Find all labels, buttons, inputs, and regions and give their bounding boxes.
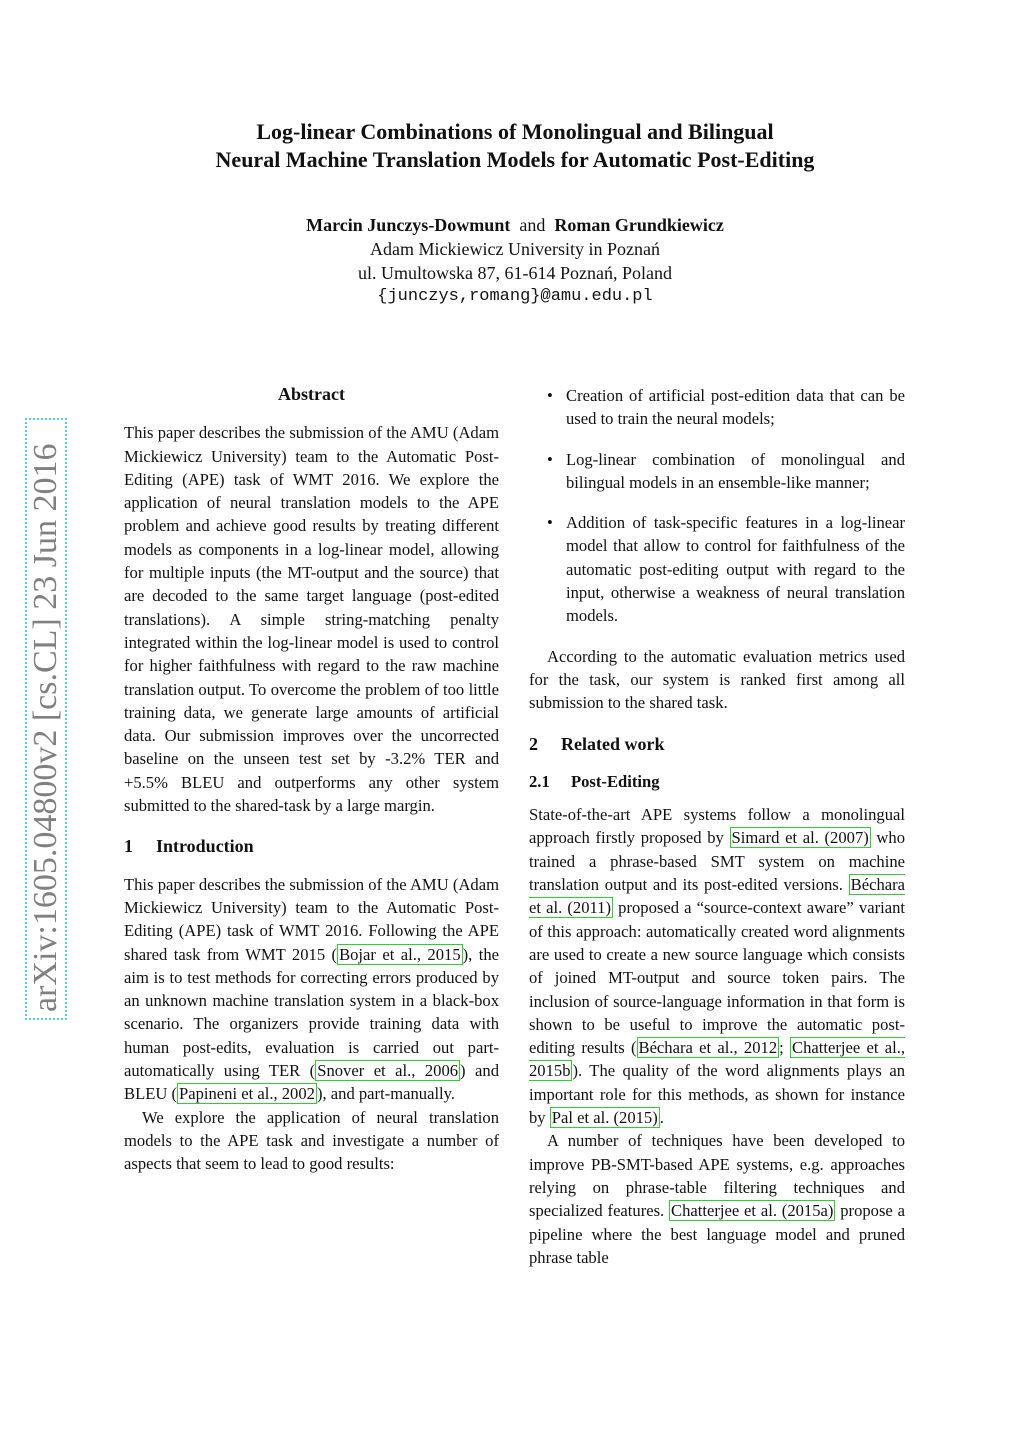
abstract-text: This paper describes the submission of the AMU (Adam Mickiewicz University) team to the Automatic Post-Editing (APE) task of WMT 2016. We explore the application of neural translation models to the APE problem and achieve good results by treating different models as components in a log-linear model, allowing for multiple inputs (the MT-output and the source) that are decoded to the same target language (post-edited translations). A simple string-matching penalty integrated within the log-linear model is used to control for higher faithfulness with regard to the raw machine translation output. To overcome the problem of too little training data, we generate large amounts of artificial data. Our submission improves over the uncorrected baseline on the unseen test set by -3.2% TER and +5.5% BLEU and outperforms any other system submitted to the shared-task by a large margin. xyxy=(124,423,499,816)
list-item-text: Log-linear combination of monolingual and bilingual models in an ensemble-like manner; xyxy=(566,449,905,492)
text-span: propose a pipeline where the best language model and pruned phrase table xyxy=(529,1201,905,1267)
text-span: proposed a “source-context aware” variant of this approach: automatically created word alignments are used to create a new source language which consists of joined MT-output and source token pairs. The inclusion of source-language information in that form is shown to be useful to improve the automatic post-editing results ( xyxy=(529,898,905,1058)
related-paragraph-2 xyxy=(529,1129,905,1269)
title-line-2: Neural Machine Translation Models for Automatic Post-Editing xyxy=(215,147,815,172)
bullet-icon: • xyxy=(547,449,553,469)
citation-link[interactable]: Pal et al. (2015) xyxy=(551,1108,658,1128)
text-span: State-of-the-art APE systems follow a monolingual approach firstly proposed by xyxy=(529,805,905,848)
text-span: who trained a phrase-based SMT system on machine translation output and its post-edited versions. xyxy=(529,828,906,895)
abstract-heading: Abstract xyxy=(278,384,345,404)
text-span: . xyxy=(659,1108,664,1128)
paper-title xyxy=(120,118,910,174)
text-span: ), the aim is to test methods for correcting errors produced by an unknown machine translation system in a black-box scenario. The organizers provide training data with human post-edits, evaluation is carried out part-automatically using TER ( xyxy=(124,944,499,1081)
author-2: Roman Grundkiewicz xyxy=(554,215,724,235)
text-span: ), and part-manually. xyxy=(316,1084,456,1104)
citation-link[interactable]: Chatterjee et al., 2015b xyxy=(529,1038,905,1081)
title-line-1: Log-linear Combinations of Monolingual and Bilingual xyxy=(256,119,774,144)
left-column xyxy=(124,383,499,1176)
subsection-title: Post-Editing xyxy=(571,771,660,791)
related-paragraph-1 xyxy=(529,803,905,1129)
section-title: Related work xyxy=(561,733,665,754)
list-item xyxy=(529,511,905,627)
right-column xyxy=(529,384,905,1269)
subsection-heading-post-editing xyxy=(529,770,905,793)
citation-link[interactable]: Papineni et al., 2002 xyxy=(179,1084,315,1104)
intro-closing-paragraph: According to the automatic evaluation metrics used for the task, our system is ranked first among all submission to the shared task. xyxy=(529,646,905,713)
citation-link[interactable]: Chatterjee et al. (2015a) xyxy=(671,1201,834,1221)
list-item xyxy=(529,448,905,495)
citation-link[interactable]: Bojar et al., 2015 xyxy=(339,944,461,964)
author-names xyxy=(120,213,910,237)
author-block xyxy=(120,213,910,309)
intro-paragraph-1 xyxy=(124,873,499,1106)
text-span: ). The quality of the word alignments plays an important role for this methods, as shown for instance by xyxy=(529,1061,905,1128)
author-conjunction: and xyxy=(519,215,546,235)
citation-link[interactable]: Béchara et al., 2012 xyxy=(638,1038,778,1058)
affiliation: Adam Mickiewicz University in Poznań xyxy=(370,239,660,259)
text-span: ) and BLEU ( xyxy=(124,1061,499,1104)
section-heading-related-work xyxy=(529,733,905,756)
address: ul. Umultowska 87, 61-614 Poznań, Poland xyxy=(358,263,672,283)
text-span: ; xyxy=(779,1038,791,1058)
citation-link[interactable]: Béchara et al. (2011) xyxy=(529,875,905,918)
arxiv-identifier[interactable]: arXiv:1605.04800v2 [cs.CL] 23 Jun 2016 xyxy=(25,418,67,1020)
list-item-text: Addition of task-specific features in a log-linear model that allow to control for faithfulness of the automatic post-editing output with regard to the input, otherwise a weakness of neural translation models. xyxy=(566,513,905,626)
bullet-icon: • xyxy=(547,513,553,533)
author-1: Marcin Junczys-Dowmunt xyxy=(306,215,511,235)
bullet-icon: • xyxy=(547,386,553,405)
email[interactable]: {junczys,romang}@amu.edu.pl xyxy=(377,287,653,306)
section-number: 2 xyxy=(529,733,538,754)
subsection-number: 2.1 xyxy=(529,771,550,791)
text-span: A number of techniques have been developed to improve PB-SMT-based APE systems, e.g. approaches relying on phrase-table filtering techniques and specialized features. xyxy=(529,1131,905,1221)
section-number: 1 xyxy=(124,836,133,857)
section-heading-introduction xyxy=(124,835,499,858)
list-item xyxy=(529,384,905,431)
intro-paragraph-2: We explore the application of neural translation models to the APE task and investigate a number of aspects that seem to lead to good results: xyxy=(124,1107,499,1174)
text-span: This paper describes the submission of the AMU (Adam Mickiewicz University) team to the Automatic Post-Editing (APE) task of WMT 2016. Following the APE shared task from WMT 2015 ( xyxy=(124,874,499,964)
section-title: Introduction xyxy=(156,836,254,857)
citation-link[interactable]: Snover et al., 2006 xyxy=(317,1061,459,1081)
citation-link[interactable]: Simard et al. (2007) xyxy=(731,828,869,848)
list-item-text: Creation of artificial post-edition data that can be used to train the neural models; xyxy=(566,386,905,429)
contribution-list xyxy=(529,384,905,628)
